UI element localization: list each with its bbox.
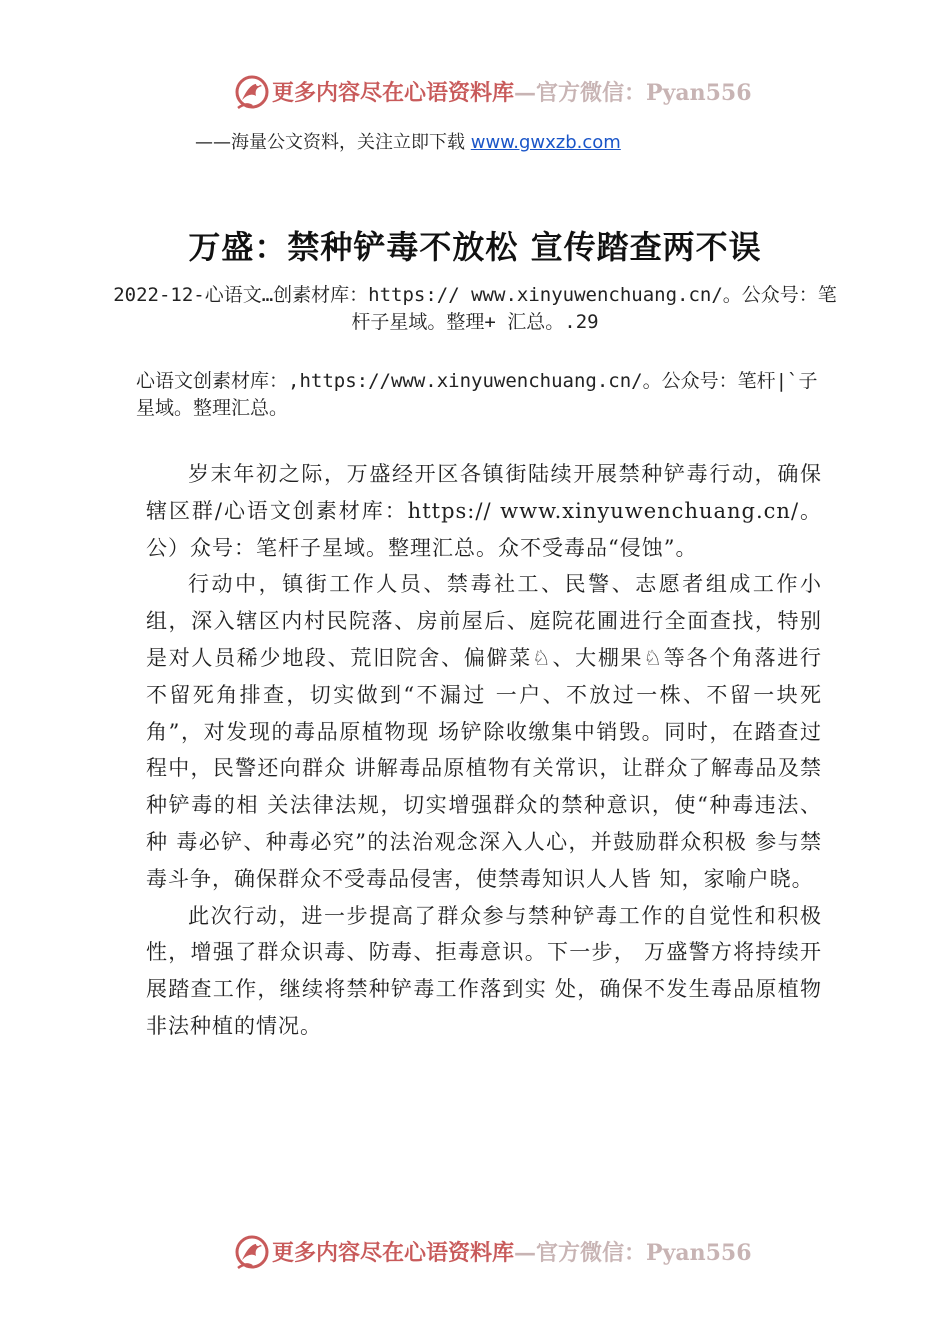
banner-main-text: 更多内容尽在心语资料库 xyxy=(272,80,515,106)
banner-text xyxy=(272,1236,752,1267)
article-title: 万盛：禁种铲毒不放松 宣传踏查两不误 xyxy=(188,228,762,266)
banner-text xyxy=(272,76,752,107)
dragon-logo-icon xyxy=(232,1230,272,1274)
article-body xyxy=(146,456,822,1045)
promo-subline xyxy=(195,128,621,154)
banner-accent-text: —官方微信：Pyan556 xyxy=(514,80,752,106)
header-banner xyxy=(0,68,950,118)
article-meta: 2022-12-心语文…创素材库：https:// www.xinyuwenchuang.cn/。公众号：笔杆子星域。整理+ 汇总。.29 xyxy=(113,284,837,333)
banner-main-text: 更多内容尽在心语资料库 xyxy=(272,1240,515,1266)
banner-accent-text: —官方微信：Pyan556 xyxy=(514,1240,752,1266)
promo-link[interactable]: www.gwxzb.com xyxy=(470,132,621,153)
dragon-logo-icon xyxy=(232,70,272,114)
paragraph: 岁末年初之际，万盛经开区各镇街陆续开展禁种铲毒行动，确保辖区群/心语文创素材库：https:// www.xinyuwenchuang.cn/。公）众号：笔杆子星域。整理汇总。众不受毒品“侵蚀”。 xyxy=(146,462,822,560)
promo-text: ——海量公文资料，关注立即下载 xyxy=(195,132,471,153)
footer-banner xyxy=(0,1228,950,1278)
paragraph: 此次行动，进一步提高了群众参与禁种铲毒工作的自觉性和积极性，增强了群众识毒、防毒、拒毒意识。下一步， 万盛警方将持续开展踏查工作，继续将禁种铲毒工作落到实 处，确保不发生毒品原植物非法种植的情况。 xyxy=(146,903,822,1038)
article-note: 心语文创素材库：,https://www.xinyuwenchuang.cn/。公众号：笔杆|`子星域。整理汇总。 xyxy=(136,370,818,419)
paragraph: 行动中，镇街工作人员、禁毒社工、民警、志愿者组成工作小组，深入辖区内村民院落、房前屋后、庭院花圃进行全面查找，特别是对人员稀少地段、荒旧院舍、偏僻菜♘、大棚果♘等各个角落进行不留死角排查，切实做到“不漏过 一户、不放过一株、不留一块死角”，对发现的毒品原植物现 场铲除收缴集中销毁。同时，在踏查过程中，民警还向群众 讲解毒品原植物有关常识，让群众了解毒品及禁种铲毒的相 关法律法规，切实增强群众的禁种意识，使“种毒违法、种 毒必铲、种毒必究”的法治观念深入人心，并鼓励群众积极 参与禁毒斗争，确保群众不受毒品侵害，使禁毒知识人人皆 知，家喻户晓。 xyxy=(146,572,822,891)
